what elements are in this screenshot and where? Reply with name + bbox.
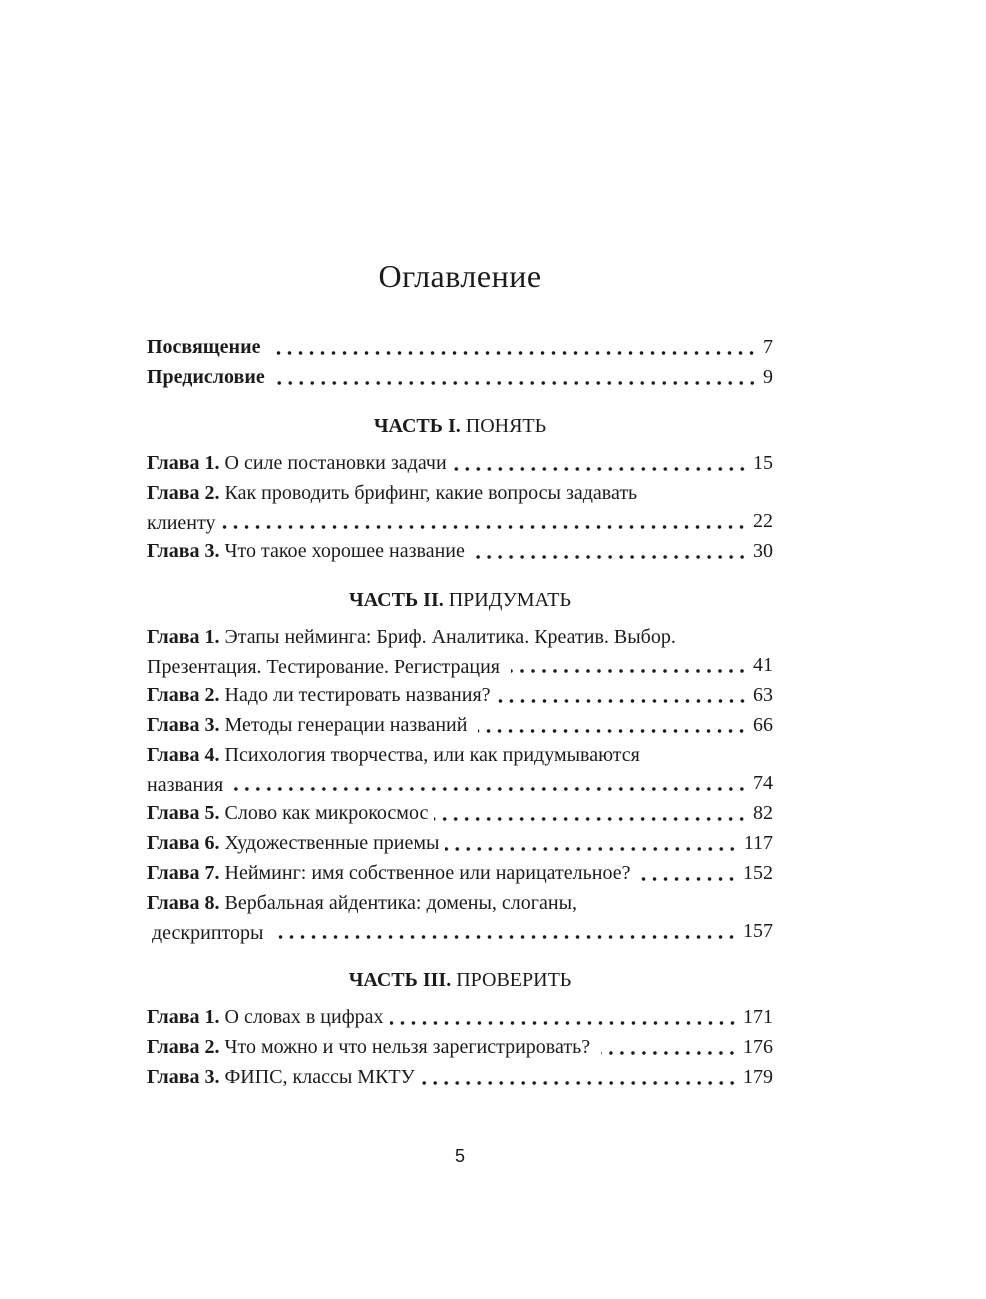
dot-leader — [453, 449, 748, 477]
dot-leader — [234, 769, 748, 797]
toc-entry-title: Психология творчества, или как придумываются — [224, 744, 640, 767]
toc-entry-label: Глава 4. — [147, 744, 220, 767]
toc-section-heading-label: ЧАСТЬ II. — [349, 589, 444, 612]
toc-entry-title: Вербальная айдентика: домены, слоганы, — [224, 892, 577, 915]
toc-entry — [147, 623, 773, 679]
toc-entry-title: О силе постановки задачи — [224, 452, 447, 475]
toc-entry-line — [147, 889, 773, 917]
toc-entry-line — [147, 1003, 773, 1031]
toc-entry-label: Глава 7. — [147, 862, 220, 885]
dot-leader — [511, 651, 748, 679]
toc-entry-title: Художественные приемы — [224, 832, 440, 855]
toc-entry-label: Глава 3. — [147, 1066, 220, 1089]
toc-entry-line — [147, 799, 773, 827]
toc-entry-page-number: 179 — [743, 1066, 773, 1089]
toc-entry-page-number: 176 — [743, 1036, 773, 1059]
toc-entry-label: Глава 2. — [147, 684, 220, 707]
toc-entry-line — [147, 741, 773, 769]
toc-entry-page-number: 66 — [753, 714, 773, 737]
toc-section-heading-title: ПРИДУМАТЬ — [448, 589, 571, 612]
toc-entry-line — [147, 333, 773, 361]
dot-leader — [271, 333, 758, 361]
toc-entry — [147, 1033, 773, 1061]
toc-entry-title: Этапы нейминга: Бриф. Аналитика. Креатив. Выбор. — [224, 626, 676, 649]
toc-entry — [147, 333, 773, 361]
toc-section-heading-title: ПРОВЕРИТЬ — [456, 969, 572, 992]
toc-front-entries — [147, 333, 773, 391]
toc-entry-page-number: 9 — [763, 366, 773, 389]
toc-entry — [147, 829, 773, 857]
toc-entry — [147, 799, 773, 827]
dot-leader — [601, 1033, 738, 1061]
toc-entry-title: ФИПС, классы МКТУ — [224, 1066, 415, 1089]
toc-entry-line — [147, 859, 773, 887]
toc-entry — [147, 681, 773, 709]
toc-entry-label: Глава 1. — [147, 452, 220, 475]
toc-entry-page-number: 171 — [743, 1006, 773, 1029]
toc-entry-label: Глава 3. — [147, 540, 220, 563]
dot-leader — [390, 1003, 738, 1031]
toc-entry-label: Глава 2. — [147, 482, 220, 505]
toc-section-heading-title: ПОНЯТЬ — [465, 415, 547, 438]
toc-entry-line — [147, 363, 773, 391]
toc-entry-title: Надо ли тестировать названия? — [224, 684, 491, 707]
toc-entry-label: Глава 2. — [147, 1036, 220, 1059]
toc-entry-label: Посвящение — [147, 336, 261, 359]
toc-entry-label: Глава 6. — [147, 832, 220, 855]
dot-leader — [274, 917, 738, 945]
toc-entry-title: Что можно и что нельзя зарегистрировать? — [224, 1036, 596, 1059]
toc-entry-title-continued: дескрипторы — [147, 922, 269, 945]
toc-entry-line — [147, 829, 773, 857]
toc-entry-line — [147, 537, 773, 565]
toc-entry-page-number: 7 — [763, 336, 773, 359]
toc-entry-page-number: 152 — [743, 862, 773, 885]
toc-section-heading-label: ЧАСТЬ III. — [348, 969, 452, 992]
toc-entry-line — [147, 1063, 773, 1091]
dot-leader — [497, 681, 748, 709]
toc-entry — [147, 859, 773, 887]
toc-entry-label: Глава 1. — [147, 1006, 220, 1029]
toc-entry — [147, 1063, 773, 1091]
toc-entry-page-number: 117 — [743, 832, 773, 855]
toc-section-heading-label: ЧАСТЬ I. — [373, 415, 461, 438]
toc-entry-line — [147, 651, 773, 679]
toc-entry-page-number: 22 — [753, 510, 773, 533]
toc-entry — [147, 711, 773, 739]
toc-sections — [147, 412, 773, 1091]
dot-leader — [478, 711, 748, 739]
toc-entry-title-continued: клиенту — [147, 512, 216, 535]
toc-entry-title: О словах в цифрах — [224, 1006, 384, 1029]
toc-entry-title: Что такое хорошее название — [224, 540, 465, 563]
toc-entry — [147, 479, 773, 535]
toc-entry — [147, 537, 773, 565]
toc-entry-title: Как проводить брифинг, какие вопросы задавать — [224, 482, 638, 505]
toc-entry-title-continued: Презентация. Тестирование. Регистрация — [147, 656, 505, 679]
dot-leader — [641, 859, 738, 887]
toc-entry-page-number: 157 — [743, 920, 773, 943]
toc-entry-page-number: 63 — [753, 684, 773, 707]
toc-entry-page-number: 74 — [753, 772, 773, 795]
dot-leader — [221, 507, 748, 535]
folio-page-number: 5 — [454, 1146, 465, 1167]
toc-entry-title: Нейминг: имя собственное или нарицательное? — [224, 862, 636, 885]
toc-entry-line — [147, 681, 773, 709]
toc-entry — [147, 889, 773, 945]
toc-entry-label: Глава 8. — [147, 892, 220, 915]
page-title: Оглавление — [378, 258, 542, 295]
toc-entry-line — [147, 479, 773, 507]
toc-entry-page-number: 41 — [753, 654, 773, 677]
dot-leader — [434, 799, 748, 827]
dot-leader — [276, 363, 758, 391]
toc-entry-page-number: 30 — [753, 540, 773, 563]
toc-content — [147, 257, 773, 1167]
toc-entry — [147, 449, 773, 477]
toc-entry-line — [147, 917, 773, 945]
toc-entry — [147, 363, 773, 391]
toc-entry-page-number: 15 — [753, 452, 773, 475]
dot-leader — [471, 537, 748, 565]
toc-entry-line — [147, 507, 773, 535]
toc-entry-title: Слово как микрокосмос — [224, 802, 429, 825]
toc-entry — [147, 1003, 773, 1031]
toc-entry-line — [147, 623, 773, 651]
toc-section-heading — [147, 966, 773, 994]
toc-section-heading — [147, 586, 773, 614]
toc-entry-title: Методы генерации названий — [224, 714, 473, 737]
toc-entry-page-number: 82 — [753, 802, 773, 825]
dot-leader — [421, 1063, 738, 1091]
toc-entry-title-continued: названия — [147, 774, 229, 797]
toc-entry-label: Глава 1. — [147, 626, 220, 649]
toc-entry-line — [147, 1033, 773, 1061]
toc-entry-label: Глава 3. — [147, 714, 220, 737]
toc-entry-label: Предисловие — [147, 366, 265, 389]
toc-entry-line — [147, 449, 773, 477]
toc-entry-label: Глава 5. — [147, 802, 220, 825]
toc-entry-line — [147, 711, 773, 739]
toc-entry — [147, 741, 773, 797]
dot-leader — [445, 829, 738, 857]
toc-entry-line — [147, 769, 773, 797]
toc-section-heading — [147, 412, 773, 440]
